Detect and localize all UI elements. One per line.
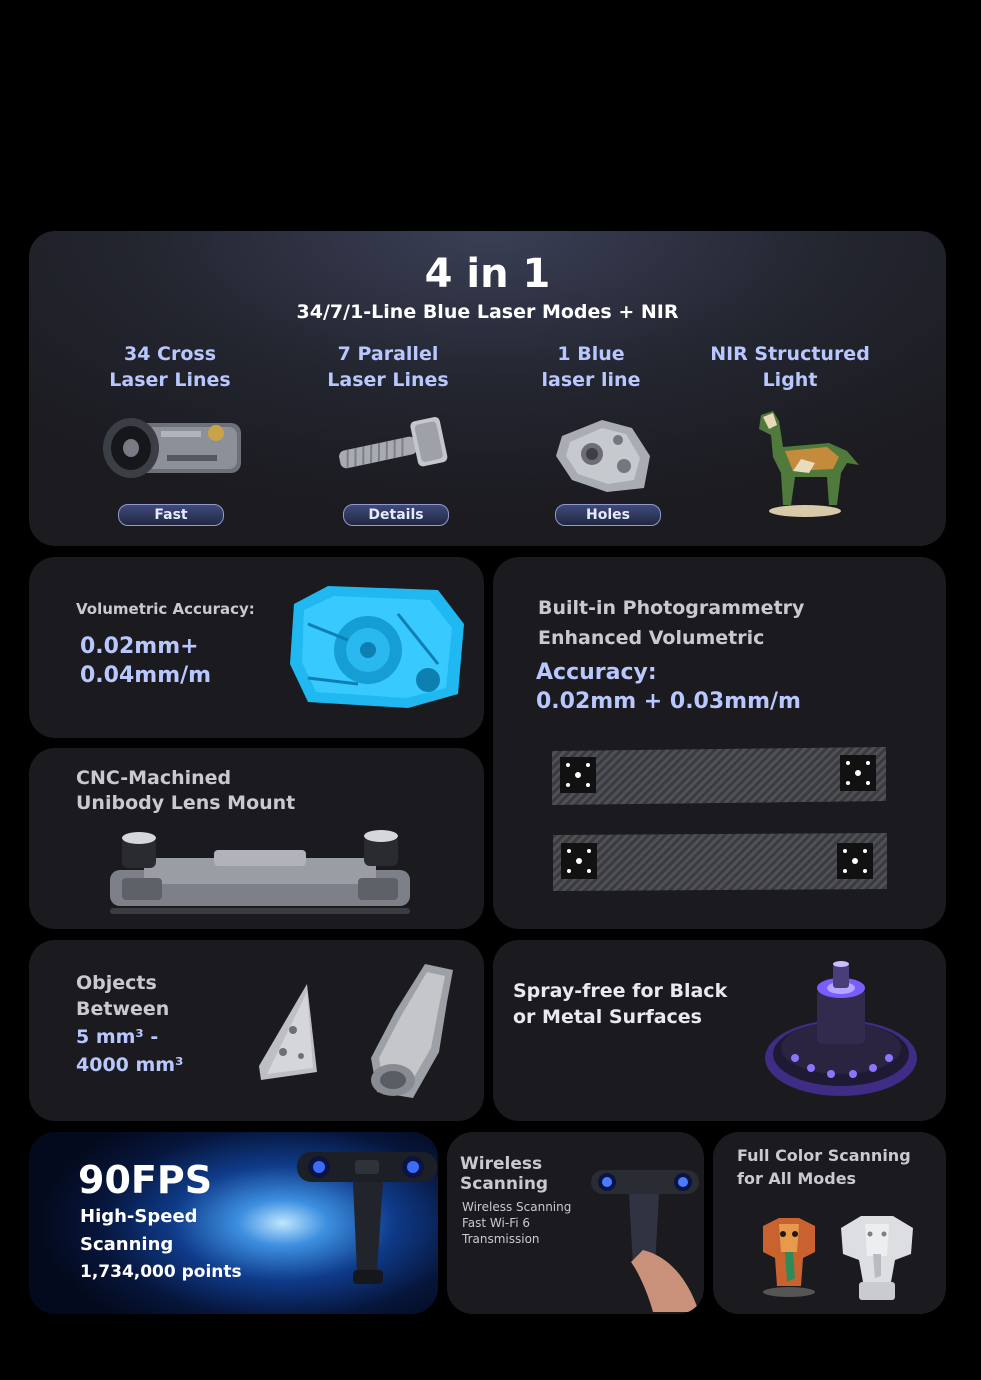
objects-line-3: 5 mm³ - (76, 1026, 159, 1048)
cnc-lens-mount-card (29, 748, 484, 929)
cnc-line-1: CNC-Machined (76, 767, 232, 789)
horse-statue-image (749, 407, 864, 519)
mode-title-parallel: 7 Parallel Laser Lines (327, 343, 449, 391)
photogrammetry-card (493, 557, 946, 929)
calibration-bar-top (550, 747, 888, 805)
tag-fast: Fast (118, 504, 224, 526)
hero-subtitle: 34/7/1-Line Blue Laser Modes + NIR (296, 301, 679, 323)
fps-line-2: Scanning (80, 1234, 174, 1255)
photogrammetry-line-2: Enhanced Volumetric (538, 627, 765, 649)
volumetric-accuracy-card (29, 557, 484, 738)
mode-title-nir: NIR Structured Light (710, 343, 870, 391)
mode-title-blue-line: 1 Blue laser line (541, 343, 641, 391)
spray-free-card (493, 940, 946, 1121)
wireless-title-1: Wireless (460, 1154, 543, 1174)
wireless-title-2: Scanning (460, 1174, 549, 1194)
handheld-scanner-image (587, 1166, 703, 1314)
bracket-part-image (257, 982, 321, 1082)
calibration-bar-bottom (551, 833, 889, 891)
tag-holes: Holes (555, 504, 661, 526)
engine-scan-image (369, 962, 459, 1102)
tag-details: Details (343, 504, 449, 526)
object-size-card (29, 940, 484, 1121)
grey-elephant-image (837, 1210, 917, 1302)
full-color-card (713, 1132, 946, 1314)
four-in-one-card (29, 231, 946, 546)
objects-line-4: 4000 mm³ (76, 1054, 184, 1076)
cast-metal-part-image (552, 416, 657, 496)
accuracy-value-1: 0.02mm+ (80, 634, 199, 659)
high-speed-card (29, 1132, 438, 1314)
sprayfree-line-2: or Metal Surfaces (513, 1006, 702, 1028)
fps-line-3: 1,734,000 points (80, 1262, 242, 1282)
bolt-image (334, 416, 454, 476)
wireless-sub-3: Transmission (462, 1232, 540, 1246)
turbine-engine-image (101, 411, 251, 486)
fps-title: 90FPS (78, 1158, 213, 1202)
scanner-device-image (295, 1148, 438, 1288)
lens-mount-image (104, 830, 416, 926)
hero-title: 4 in 1 (424, 251, 551, 297)
wireless-card (447, 1132, 704, 1314)
photogrammetry-value: 0.02mm + 0.03mm/m (536, 689, 801, 714)
black-gear-part-image (761, 958, 921, 1103)
color-elephant-image (753, 1212, 825, 1298)
accuracy-label: Volumetric Accuracy: (76, 600, 255, 618)
photogrammetry-line-1: Built-in Photogrammetry (538, 597, 805, 619)
objects-line-1: Objects (76, 972, 157, 994)
photogrammetry-label: Accuracy: (536, 660, 657, 685)
mode-title-cross: 34 Cross Laser Lines (109, 343, 231, 391)
gearbox-scan-image (288, 584, 468, 709)
fullcolor-line-1: Full Color Scanning (737, 1146, 911, 1165)
cnc-line-2: Unibody Lens Mount (76, 792, 296, 814)
wireless-sub-2: Fast Wi-Fi 6 (462, 1216, 531, 1230)
objects-line-2: Between (76, 998, 170, 1020)
sprayfree-line-1: Spray-free for Black (513, 980, 728, 1002)
fps-line-1: High-Speed (80, 1206, 198, 1227)
fullcolor-line-2: for All Modes (737, 1169, 857, 1188)
accuracy-value-2: 0.04mm/m (80, 663, 212, 688)
wireless-sub-1: Wireless Scanning (462, 1200, 572, 1214)
